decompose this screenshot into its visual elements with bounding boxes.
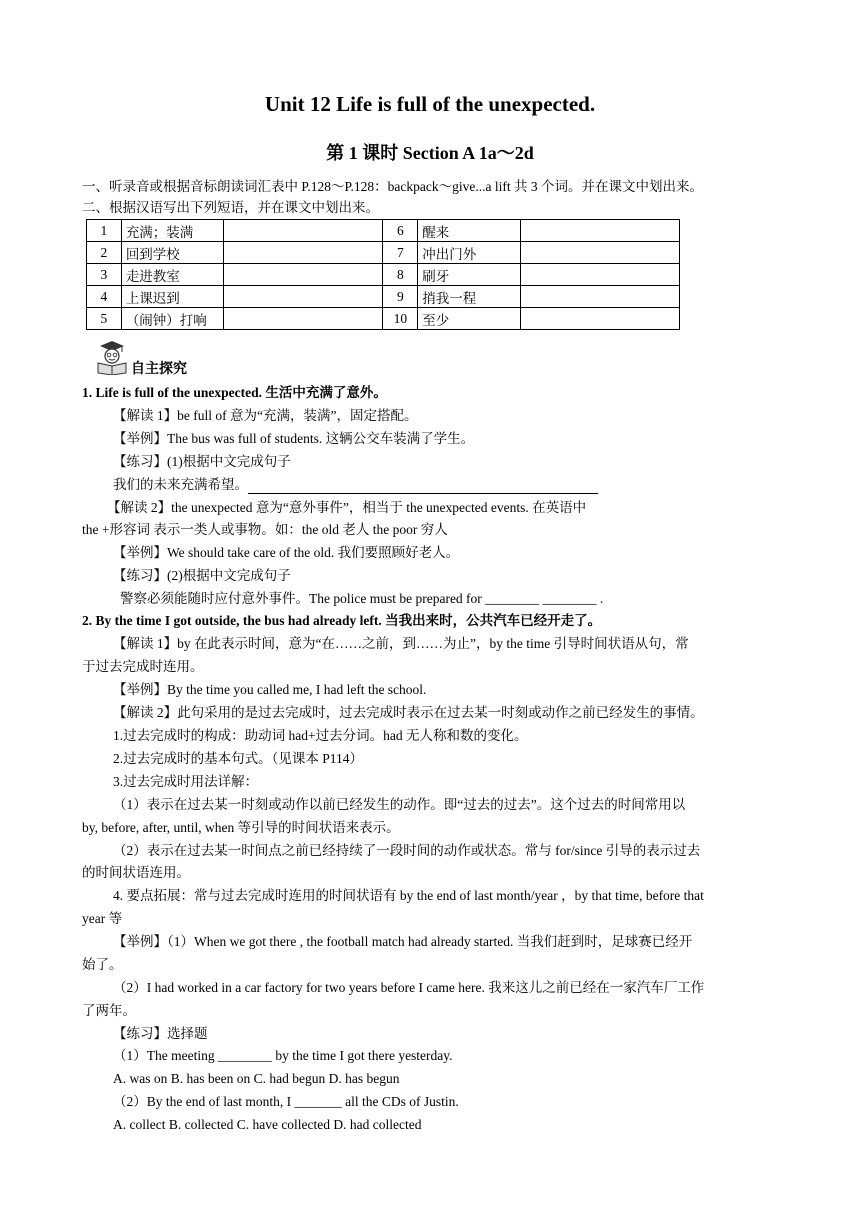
- vocab-number: 7: [383, 242, 418, 264]
- text-line: [107, 499, 586, 517]
- text-line: [120, 590, 603, 608]
- text-line: [113, 681, 426, 699]
- vocab-row: [87, 286, 680, 308]
- unit-title: Unit 12 Life is full of the unexpected.: [264, 92, 596, 116]
- text-line: [113, 842, 700, 860]
- vocab-chinese: 至少: [418, 308, 520, 330]
- vocab-number: 10: [383, 308, 418, 330]
- text-line: [113, 773, 258, 791]
- text-line-content: 我们的未来充满希望。: [113, 477, 248, 492]
- text-line-content: （2）By the end of last month, I _______ all the CDs of Justin.: [113, 1094, 459, 1109]
- vocab-number: 3: [87, 264, 122, 286]
- student-reading-icon: [92, 339, 128, 375]
- vocab-chinese: 捎我一程: [418, 286, 520, 308]
- vocab-number: 5: [87, 308, 122, 330]
- text-line-content: by, before, after, until, when 等引导的时间状语来表示。: [82, 820, 400, 835]
- text-line-content: 4. 要点拓展：常与过去完成时连用的时间状语有 by the end of last month/year ，by that time, before that: [113, 888, 704, 903]
- vocab-row: [87, 264, 680, 286]
- text-line: [113, 1070, 399, 1088]
- text-line: [113, 453, 291, 471]
- vocab-number: 4: [87, 286, 122, 308]
- text-line: [113, 407, 417, 425]
- text-line: [113, 476, 598, 494]
- text-line-content: （2）I had worked in a car factory for two years before I came here. 我来这儿之前已经在一家汽车厂工作: [113, 980, 705, 995]
- vocab-answer-blank[interactable]: [520, 286, 679, 308]
- vocab-row: [87, 220, 680, 242]
- text-line-content: 【举例】By the time you called me, I had left the school.: [113, 682, 427, 697]
- text-line-content: 【举例】The bus was full of students. 这辆公交车装满了学生。: [113, 431, 475, 446]
- text-line-content: 的时间状语连用。: [82, 865, 190, 880]
- text-line: [113, 544, 459, 562]
- text-line: [113, 1093, 459, 1111]
- vocab-answer-blank[interactable]: [520, 220, 679, 242]
- text-line: [82, 956, 123, 974]
- vocab-row: [87, 242, 680, 264]
- vocab-answer-blank[interactable]: [224, 264, 383, 286]
- section-heading: 自主探究: [131, 362, 187, 377]
- text-line: [113, 1025, 208, 1043]
- text-line-content: 始了。: [82, 957, 123, 972]
- vocab-answer-blank[interactable]: [224, 308, 383, 330]
- text-line-content: 【练习】(2)根据中文完成句子: [113, 568, 291, 583]
- vocab-chinese: 醒来: [418, 220, 520, 242]
- text-line-content: 于过去完成时连用。: [82, 659, 204, 674]
- text-line-content: the +形容词 表示一类人或事物。如：the old 老人 the poor 穷人: [82, 522, 448, 537]
- vocab-chinese: （闹钟）打响: [121, 308, 223, 330]
- vocab-chinese: 刷牙: [418, 264, 520, 286]
- text-line-content: 【解读 2】此句采用的是过去完成时，过去完成时表示在过去某一时刻或动作之前已经发生的事情。: [113, 705, 704, 720]
- text-line: [113, 1116, 422, 1134]
- text-line: [82, 384, 387, 402]
- text-line-content: A. was on B. has been on C. had begun D. has begun: [113, 1071, 400, 1086]
- text-line: [82, 612, 601, 630]
- text-line: [82, 819, 400, 837]
- vocab-answer-blank[interactable]: [224, 286, 383, 308]
- vocab-chinese: 走进教室: [121, 264, 223, 286]
- vocab-answer-blank[interactable]: [520, 242, 679, 264]
- text-line-content: 【解读 1】by 在此表示时间，意为“在……之前，到……为止”，by the time 引导时间状语从句，常: [113, 636, 689, 651]
- text-line-content: 2.过去完成时的基本句式。（见课本 P114）: [113, 751, 364, 766]
- text-line: [113, 933, 692, 951]
- text-line: [113, 727, 527, 745]
- text-line: [113, 704, 704, 722]
- text-line-content: 了两年。: [82, 1003, 136, 1018]
- lesson-title: 第 1 课时 Section A 1a～2d: [326, 143, 534, 163]
- text-line: [82, 521, 448, 539]
- vocab-number: 9: [383, 286, 418, 308]
- vocab-number: 2: [87, 242, 122, 264]
- text-line: [113, 430, 474, 448]
- text-line-content: （1）The meeting ________ by the time I got there yesterday.: [113, 1048, 453, 1063]
- text-line-content: A. collect B. collected C. have collected D. had collected: [113, 1117, 422, 1132]
- text-line-content: 【解读 1】be full of 意为“充满，装满”，固定搭配。: [113, 408, 418, 423]
- text-line: [113, 1047, 453, 1065]
- text-line: [113, 750, 363, 768]
- text-line: [113, 635, 689, 653]
- vocab-answer-blank[interactable]: [224, 242, 383, 264]
- vocab-number: 6: [383, 220, 418, 242]
- vocab-table: [86, 219, 680, 330]
- vocab-number: 8: [383, 264, 418, 286]
- vocab-answer-blank[interactable]: [224, 220, 383, 242]
- text-line: [82, 864, 190, 882]
- text-line-content: 【练习】(1)根据中文完成句子: [113, 454, 291, 469]
- text-line-content: year 等: [82, 911, 123, 926]
- vocab-chinese: 充满；装满: [121, 220, 223, 242]
- text-line: [82, 658, 204, 676]
- vocab-row: [87, 308, 680, 330]
- vocab-number: 1: [87, 220, 122, 242]
- vocab-answer-blank[interactable]: [520, 264, 679, 286]
- text-line-content: 1. Life is full of the unexpected. 生活中充满了意外。: [82, 385, 387, 400]
- vocab-chinese: 冲出门外: [418, 242, 520, 264]
- vocab-chinese: 回到学校: [121, 242, 223, 264]
- text-line: [113, 567, 291, 585]
- vocab-answer-blank[interactable]: [520, 308, 679, 330]
- answer-blank[interactable]: [248, 479, 598, 494]
- text-line-content: 【练习】选择题: [113, 1026, 208, 1041]
- text-line: [82, 1002, 136, 1020]
- text-line-content: 【举例】（1）When we got there , the football match had already started. 当我们赶到时，足球赛已经开: [113, 934, 693, 949]
- text-line-content: 【解读 2】the unexpected 意为“意外事件”，相当于 the unexpected events. 在英语中: [107, 500, 587, 515]
- vocab-chinese: 上课迟到: [121, 286, 223, 308]
- text-line: [113, 979, 704, 997]
- text-line-content: （1）表示在过去某一时刻或动作以前已经发生的动作。即“过去的过去”。这个过去的时间常用以: [113, 797, 686, 812]
- instruction-one: 一、听录音或根据音标朗读词汇表中 P.128～P.128：backpack～give...a lift 共 3 个词。并在课文中划出来。: [82, 179, 703, 194]
- text-line-content: 3.过去完成时用法详解：: [113, 774, 259, 789]
- instruction-two: 二、根据汉语写出下列短语，并在课文中划出来。: [82, 200, 379, 215]
- text-line-content: （2）表示在过去某一时间点之前已经持续了一段时间的动作或状态。常与 for/since 引导的表示过去: [113, 843, 701, 858]
- text-line: [113, 887, 704, 905]
- text-line: [82, 910, 122, 928]
- text-line-content: 警察必须能随时应付意外事件。The police must be prepared for ________ ________ .: [120, 591, 604, 606]
- text-line-content: 【举例】We should take care of the old. 我们要照顾好老人。: [113, 545, 460, 560]
- text-line: [113, 796, 685, 814]
- text-line-content: 1.过去完成时的构成：助动词 had+过去分词。had 无人称和数的变化。: [113, 728, 528, 743]
- text-line-content: 2. By the time I got outside, the bus had already left. 当我出来时，公共汽车已经开走了。: [82, 613, 602, 628]
